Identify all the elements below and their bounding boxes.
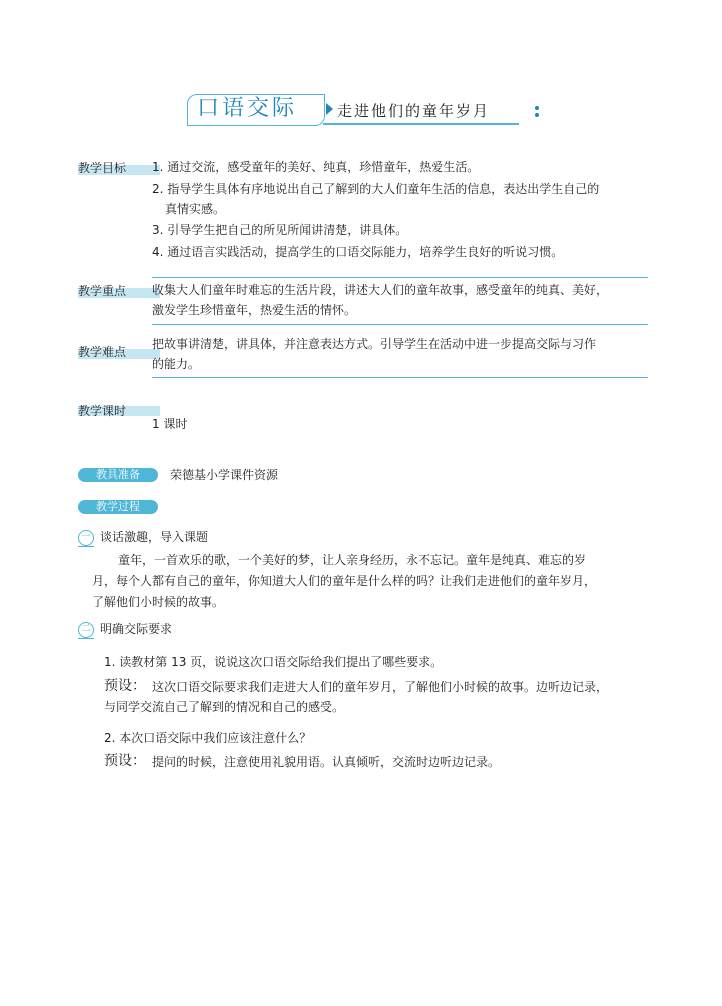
materials-value: 荣德基小学课件资源 [170,468,279,482]
question-1: 1. 读教材第 13 页，说说这次口语交际给我们提出了哪些要求。 [104,655,443,669]
answer-label: 预设： [104,678,146,694]
objective-item: 3. 引导学生把自己的所见所闻讲清楚，讲具体。 [152,223,408,237]
answer-line: 这次口语交际要求我们走进大人们的童年岁月，了解他们小时候的故事。边听边记录， [152,680,609,694]
step-number-circle: 一 [78,530,94,546]
difficulties-line: 的能力。 [152,357,201,371]
section-paragraph-line: 童年，一首欢乐的歌，一个美好的梦，让人亲身经历，永不忘记。童年是纯真、难忘的岁 [118,553,587,567]
answer-label: 预设： [104,753,146,769]
objectives-label: 教学目标 [78,160,126,176]
step-number-circle: 二 [78,622,94,638]
difficulties-label: 教学难点 [78,344,126,360]
divider [152,324,648,325]
step-underline [78,546,94,547]
key-points-line: 激发学生珍惜童年，热爱生活的情怀。 [152,303,357,317]
key-points-label: 教学重点 [78,283,126,299]
class-hours-label: 教学课时 [78,403,126,419]
difficulties-line: 把故事讲清楚，讲具体，并注意表达方式。引导学生在活动中进一步提高交际与习作 [152,337,597,351]
title-underline [323,123,519,125]
divider [152,277,648,278]
answer-line: 与同学交流自己了解到的情况和自己的感受。 [104,700,345,714]
class-hours-value: 1 课时 [152,417,188,431]
question-2: 2. 本次口语交际中我们应该注意什么？ [104,731,312,745]
section-heading: 谈话激趣，导入课题 [100,530,209,544]
section-heading: 明确交际要求 [100,622,173,636]
objective-item: 1. 通过交流，感受童年的美好、纯真，珍惜童年，热爱生活。 [152,160,480,174]
title-subtitle: 走进他们的童年岁月 [337,102,491,120]
objective-item: 2. 指导学生具体有序地说出自己了解到的大人们童年生活的信息，表达出学生自己的 [152,182,600,196]
title-banner [183,92,543,128]
answer-line: 提问的时候，注意使用礼貌用语。认真倾听，交流时边听边记录。 [152,755,501,769]
dots-icon [535,106,539,120]
step-underline [78,638,94,639]
play-arrow-icon [326,103,333,115]
title-main: 口语交际 [197,96,298,121]
divider [152,377,648,378]
materials-label: 教具准备 [78,468,158,482]
objective-item: 4. 通过语言实践活动，提高学生的口语交际能力，培养学生良好的听说习惯。 [152,245,564,259]
section-paragraph-line: 月，每个人都有自己的童年，你知道大人们的童年是什么样的吗？让我们走进他们的童年岁月， [92,574,597,588]
process-label: 教学过程 [78,500,158,514]
objective-item: 真情实感。 [165,202,226,216]
section-paragraph-line: 了解他们小时候的故事。 [92,595,225,609]
key-points-line: 收集大人们童年时难忘的生活片段，讲述大人们的童年故事，感受童年的纯真、美好， [152,283,609,297]
